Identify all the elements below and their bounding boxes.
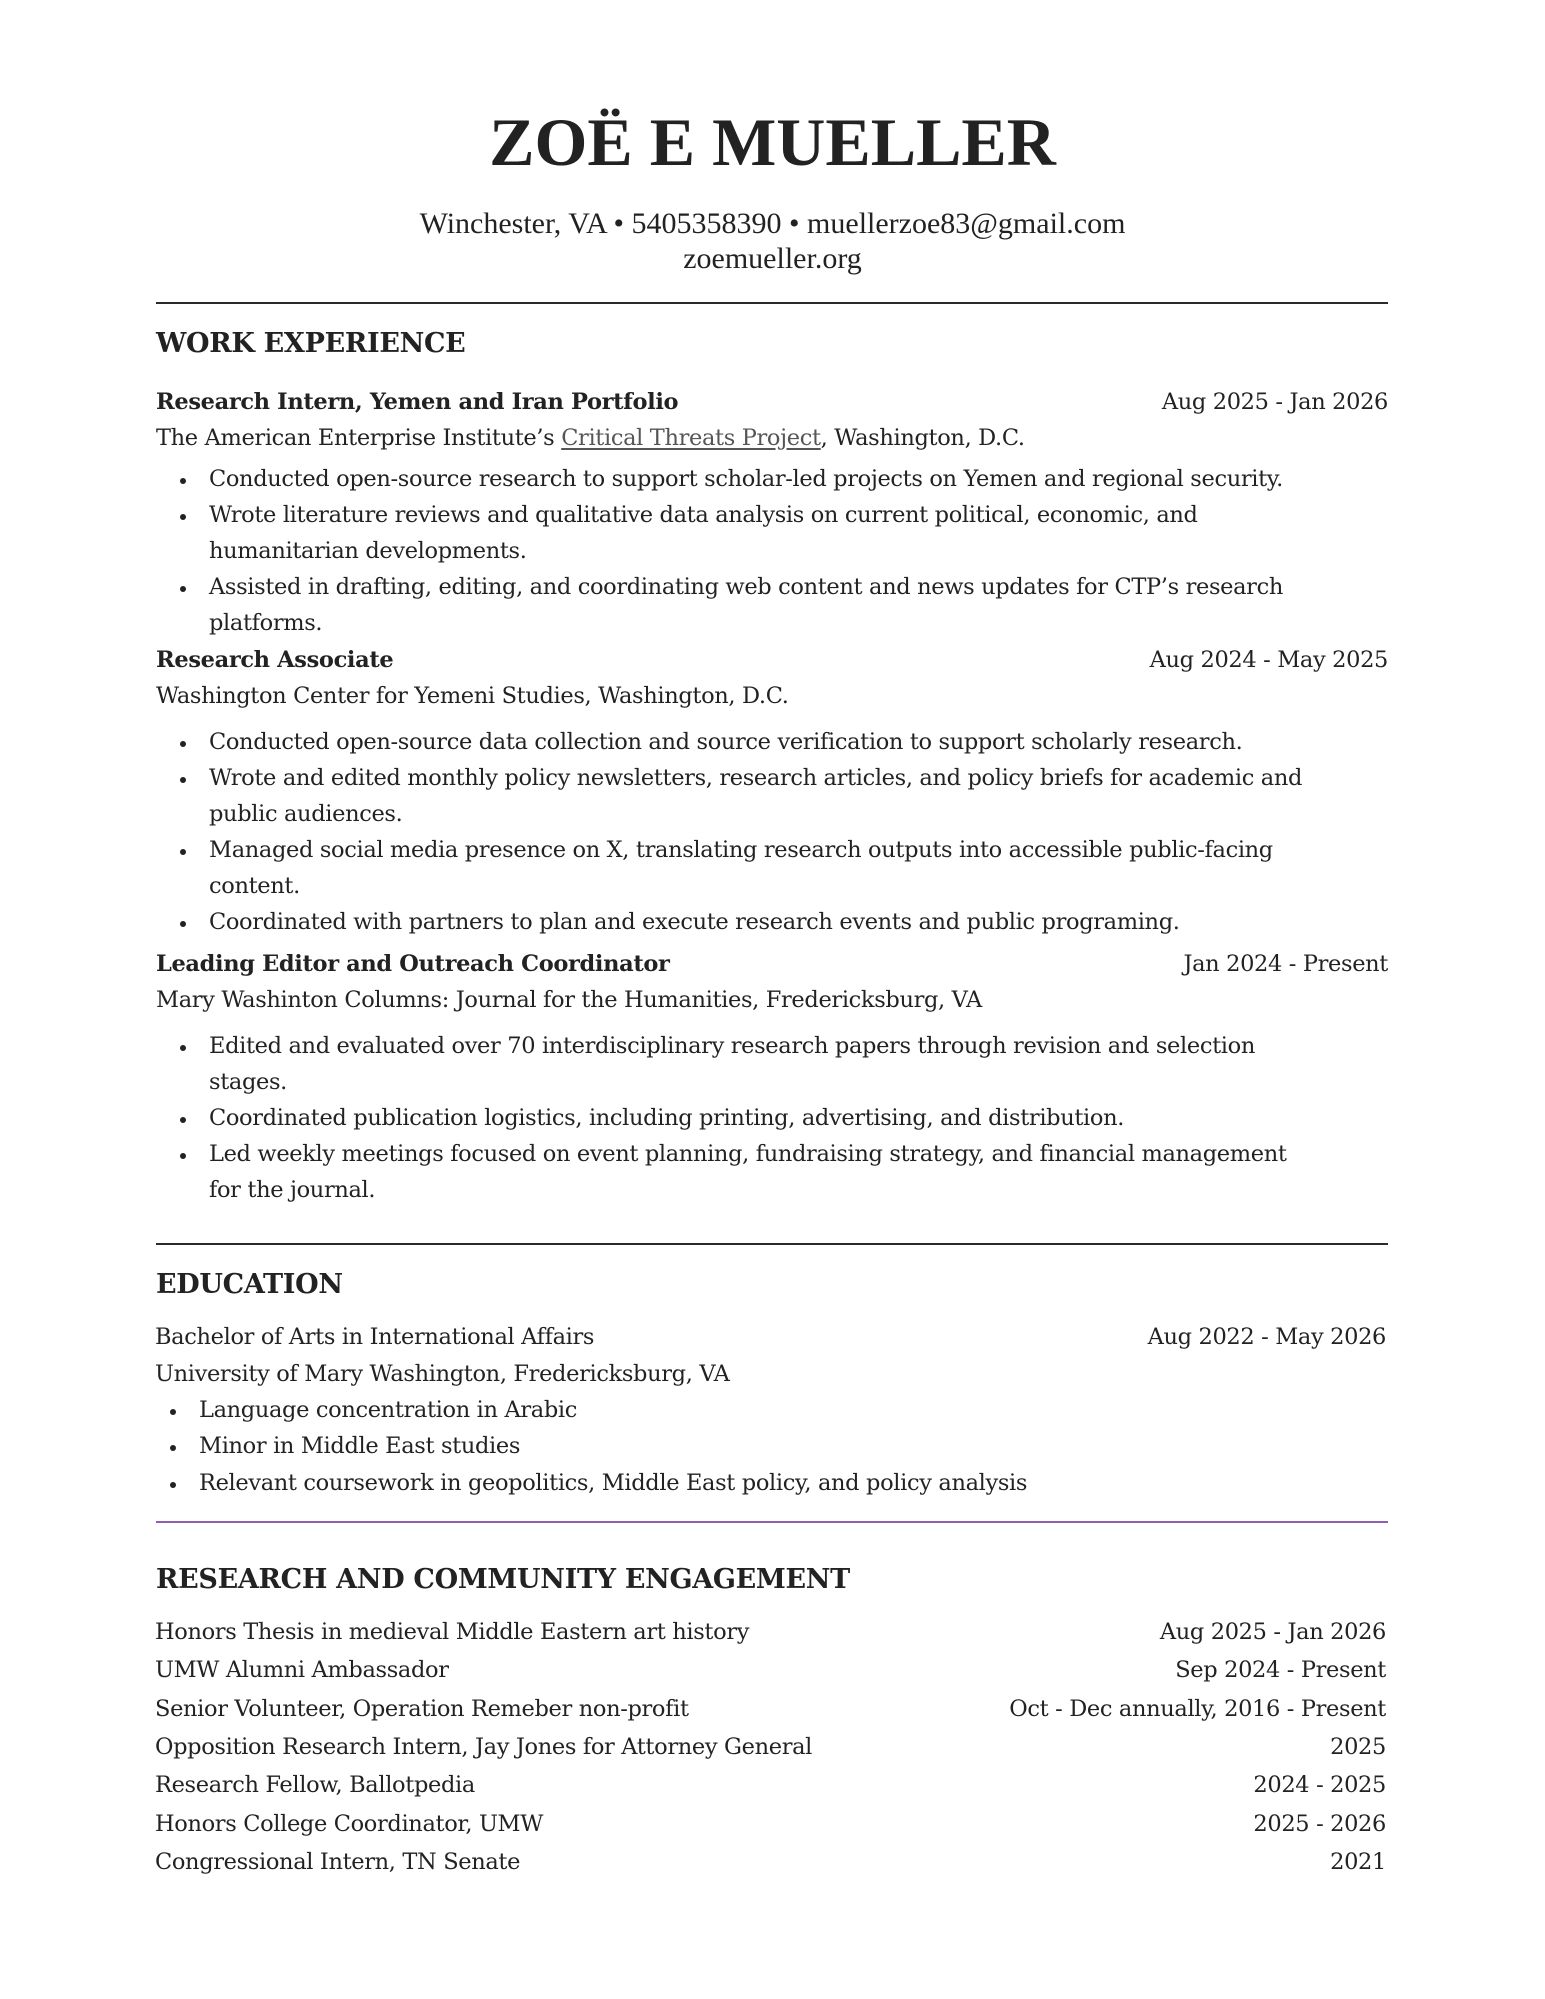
job-dates: Aug 2024 - May 2025 bbox=[1149, 647, 1388, 673]
org-prefix: The American Enterprise Institute’s bbox=[156, 425, 562, 451]
job-title: Research Intern, Yemen and Iran Portfolio bbox=[156, 389, 679, 415]
research-item: UMW Alumni Ambassador bbox=[155, 1657, 449, 1683]
job-dates: Aug 2025 - Jan 2026 bbox=[1161, 389, 1388, 415]
bullet-text-cont: platforms. bbox=[209, 610, 323, 636]
job-title: Research Associate bbox=[156, 647, 394, 673]
education-bullet: Language concentration in Arabic bbox=[199, 1397, 577, 1423]
research-item-dates: 2025 bbox=[1330, 1734, 1386, 1760]
bullet-text-cont: content. bbox=[209, 873, 300, 899]
bullet-text: Coordinated publication logistics, including printing, advertising, and distribution. bbox=[209, 1105, 1125, 1131]
bullet-text: Conducted open-source research to support scholar-led projects on Yemen and regional security. bbox=[209, 466, 1283, 492]
research-item-dates: Oct - Dec annually, 2016 - Present bbox=[1009, 1696, 1386, 1722]
research-item: Congressional Intern, TN Senate bbox=[155, 1849, 521, 1875]
research-item: Senior Volunteer, Operation Remeber non-profit bbox=[155, 1696, 689, 1722]
job-org bbox=[156, 420, 1025, 456]
bullet-text: Conducted open-source data collection and source verification to support scholarly research. bbox=[209, 729, 1243, 755]
research-item-dates: Aug 2025 - Jan 2026 bbox=[1159, 1619, 1386, 1645]
resume-name: ZOË E MUELLER bbox=[489, 104, 1056, 180]
bullet-text: Assisted in drafting, editing, and coordinating web content and news updates for CTP’s research bbox=[209, 574, 1283, 600]
research-item: Opposition Research Intern, Jay Jones for Attorney General bbox=[155, 1734, 813, 1760]
research-item: Honors College Coordinator, UMW bbox=[155, 1811, 544, 1837]
section-title-work: WORK EXPERIENCE bbox=[156, 328, 466, 359]
bullet-text: Wrote literature reviews and qualitative data analysis on current political, economic, and bbox=[209, 502, 1198, 528]
job-org: Mary Washinton Columns: Journal for the Humanities, Fredericksburg, VA bbox=[156, 987, 982, 1013]
job-title: Leading Editor and Outreach Coordinator bbox=[156, 951, 670, 977]
job-dates: Jan 2024 - Present bbox=[1183, 951, 1388, 977]
research-item: Research Fellow, Ballotpedia bbox=[155, 1772, 475, 1798]
contact-line: Winchester, VA • 5405358390 • muellerzoe83@gmail.com bbox=[419, 207, 1126, 240]
education-bullet: Minor in Middle East studies bbox=[199, 1433, 521, 1459]
research-item-dates: Sep 2024 - Present bbox=[1175, 1657, 1386, 1683]
bullet-icon bbox=[180, 1045, 186, 1051]
bullet-text: Managed social media presence on X, translating research outputs into accessible public-facing bbox=[209, 837, 1273, 863]
bullet-icon bbox=[180, 1117, 186, 1123]
research-item-dates: 2021 bbox=[1330, 1849, 1386, 1875]
website-link[interactable]: zoemueller.org bbox=[683, 242, 862, 275]
section-title-education: EDUCATION bbox=[156, 1269, 343, 1300]
bullet-icon bbox=[170, 1445, 176, 1451]
org-suffix: , Washington, D.C. bbox=[820, 425, 1025, 451]
bullet-icon bbox=[180, 741, 186, 747]
divider bbox=[156, 302, 1388, 304]
bullet-icon bbox=[180, 586, 186, 592]
bullet-icon bbox=[180, 478, 186, 484]
divider bbox=[156, 1243, 1388, 1245]
bullet-icon bbox=[170, 1409, 176, 1415]
critical-threats-project-link[interactable]: Critical Threats Project bbox=[561, 425, 821, 451]
school: University of Mary Washington, Fredericksburg, VA bbox=[155, 1361, 730, 1387]
bullet-icon bbox=[180, 777, 186, 783]
education-bullet: Relevant coursework in geopolitics, Middle East policy, and policy analysis bbox=[199, 1470, 1028, 1496]
research-item-dates: 2024 - 2025 bbox=[1253, 1772, 1386, 1798]
bullet-text-cont: humanitarian developments. bbox=[209, 538, 527, 564]
bullet-text-cont: public audiences. bbox=[209, 801, 403, 827]
job-org: Washington Center for Yemeni Studies, Washington, D.C. bbox=[156, 683, 789, 709]
bullet-text: Led weekly meetings focused on event planning, fundraising strategy, and financial management bbox=[209, 1141, 1287, 1167]
bullet-icon bbox=[180, 514, 186, 520]
bullet-text: Coordinated with partners to plan and execute research events and public programing. bbox=[209, 909, 1180, 935]
bullet-text: Wrote and edited monthly policy newsletters, research articles, and policy briefs for academic and bbox=[209, 765, 1303, 791]
research-item: Honors Thesis in medieval Middle Eastern art history bbox=[155, 1619, 750, 1645]
bullet-text-cont: for the journal. bbox=[209, 1177, 376, 1203]
education-dates: Aug 2022 - May 2026 bbox=[1147, 1324, 1386, 1350]
bullet-text: Edited and evaluated over 70 interdisciplinary research papers through revision and selection bbox=[209, 1033, 1255, 1059]
bullet-icon bbox=[180, 1153, 186, 1159]
research-item-dates: 2025 - 2026 bbox=[1253, 1811, 1386, 1837]
bullet-text-cont: stages. bbox=[209, 1069, 287, 1095]
bullet-icon bbox=[180, 921, 186, 927]
bullet-icon bbox=[170, 1482, 176, 1488]
section-title-research: RESEARCH AND COMMUNITY ENGAGEMENT bbox=[156, 1564, 850, 1595]
accent-divider bbox=[156, 1521, 1388, 1523]
bullet-icon bbox=[180, 849, 186, 855]
degree: Bachelor of Arts in International Affairs bbox=[155, 1324, 595, 1350]
